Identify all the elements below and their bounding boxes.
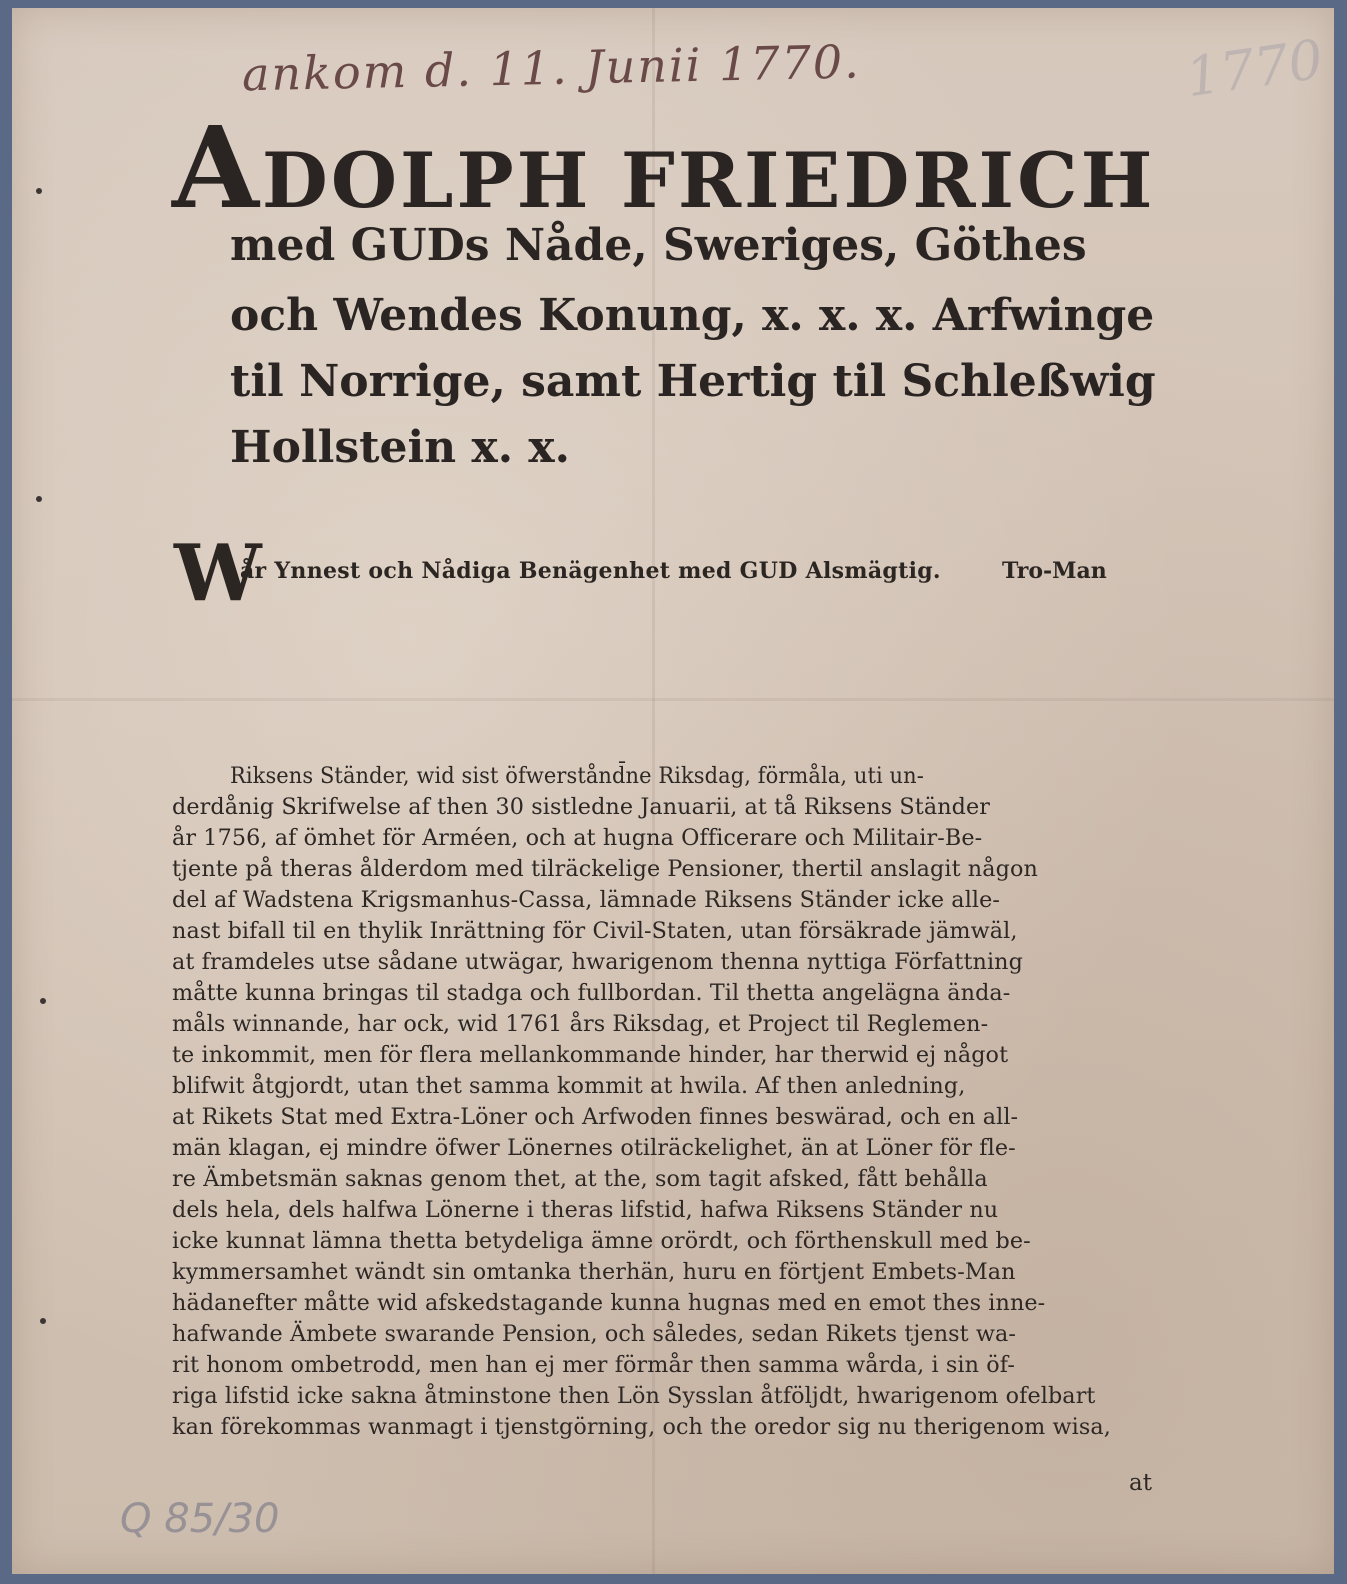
body-line: män klagan, ej mindre öfwer Lönernes otilräckelighet, än at Löner för fle-	[172, 1135, 1016, 1161]
body-line: at framdeles utse sådane utwägar, hwarigenom thenna nyttiga Författning	[172, 949, 1023, 975]
body-line: re Ämbetsmän saknas genom thet, at the, som tagit afsked, fått behålla	[172, 1166, 988, 1192]
body-line: dels hela, dels halfwa Lönerne i theras lifstid, hafwa Riksens Ständer nu	[172, 1197, 999, 1223]
body-line: kymmersamhet wändt sin omtanka therhän, huru en förtjent Embets-Man	[172, 1259, 1016, 1285]
body-line: tjente på theras ålderdom med tilräckelige Pensioner, thertil anslagit någon	[172, 856, 1038, 882]
royal-title	[172, 103, 1156, 234]
document-page	[12, 8, 1334, 1574]
body-line: riga lifstid icke sakna åtminstone then Lön Sysslan åtföljdt, hwarigenom ofelbart	[172, 1383, 1096, 1409]
body-line: te inkommit, men för flera mellankommande hinder, har therwid ej något	[172, 1042, 1009, 1068]
body-line: kan förekommas wanmagt i tjenstgörning, och the oredor sig nu therigenom wisa,	[172, 1414, 1111, 1440]
heading-line: med GUDs Nåde, Sweriges, Göthes	[230, 220, 1087, 271]
title-rest: DOLPH FRIEDRICH	[261, 136, 1156, 225]
binding-hole	[40, 1318, 46, 1324]
fold-crease-horizontal	[12, 698, 1334, 701]
heading-line: och Wendes Konung, x. x. x. Arfwinge	[230, 290, 1155, 341]
faint-bleedthrough-annotation: 1770	[1182, 27, 1327, 110]
greeting-tro-man: Tro-Man	[1002, 558, 1107, 584]
catchword: at	[1129, 1470, 1152, 1496]
body-line: måls winnande, har ock, wid 1761 års Riksdag, et Project til Reglemen-	[172, 1011, 989, 1037]
body-line: hädanefter måtte wid afskedstagande kunna hugnas med en emot thes inne-	[172, 1290, 1046, 1316]
body-line: icke kunnat lämna thetta betydeliga ämne orördt, och förthenskull med be-	[172, 1228, 1031, 1254]
body-line: hafwande Ämbete swarande Pension, och således, sedan Rikets tjenst wa-	[172, 1321, 1017, 1347]
body-line: at Rikets Stat med Extra-Löner och Arfwoden finnes beswärad, och en all-	[172, 1104, 1019, 1130]
binding-hole	[36, 188, 42, 194]
body-line: blifwit åtgjordt, utan thet samma kommit at hwila. Af then anledning,	[172, 1073, 966, 1099]
body-line: rit honom ombetrodd, men han ej mer förmår then samma wårda, i sin öf-	[172, 1352, 1015, 1378]
binding-hole	[40, 998, 46, 1004]
shelfmark-pencil: Q 85/30	[120, 1496, 280, 1542]
greeting	[174, 528, 1154, 619]
title-initial: A	[172, 103, 262, 234]
heading-line: Hollstein x. x.	[230, 422, 570, 473]
body-line: måtte kunna bringas til stadga och fullbordan. Til thetta angelägna ända-	[172, 980, 1011, 1006]
handwritten-annotation: ankom d. 11. Junii 1770.	[241, 34, 862, 102]
binding-hole	[36, 496, 42, 502]
heading-line: til Norrige, samt Hertig til Schleßwig	[230, 356, 1156, 407]
body-line: nast bifall til en thylik Inrättning för Civil-Staten, utan försäkrade jämwäl,	[172, 918, 1018, 944]
body-line: år 1756, af ömhet för Arméen, och at hugna Officerare och Militair-Be-	[172, 825, 983, 851]
body-line: del af Wadstena Krigsmanhus-Cassa, lämnade Riksens Ständer icke alle-	[172, 887, 1001, 913]
body-line: Riksens Ständer, wid sist öfwerstånd̄ne Riksdag, förmåla, uti un-	[230, 763, 924, 789]
greeting-initial: W	[174, 528, 262, 619]
greeting-text: år Ynnest och Nådiga Benägenhet med GUD Alsmägtig.	[240, 558, 941, 584]
body-line: derdånig Skrifwelse af then 30 sistledne Januarii, at tå Riksens Ständer	[172, 794, 991, 820]
